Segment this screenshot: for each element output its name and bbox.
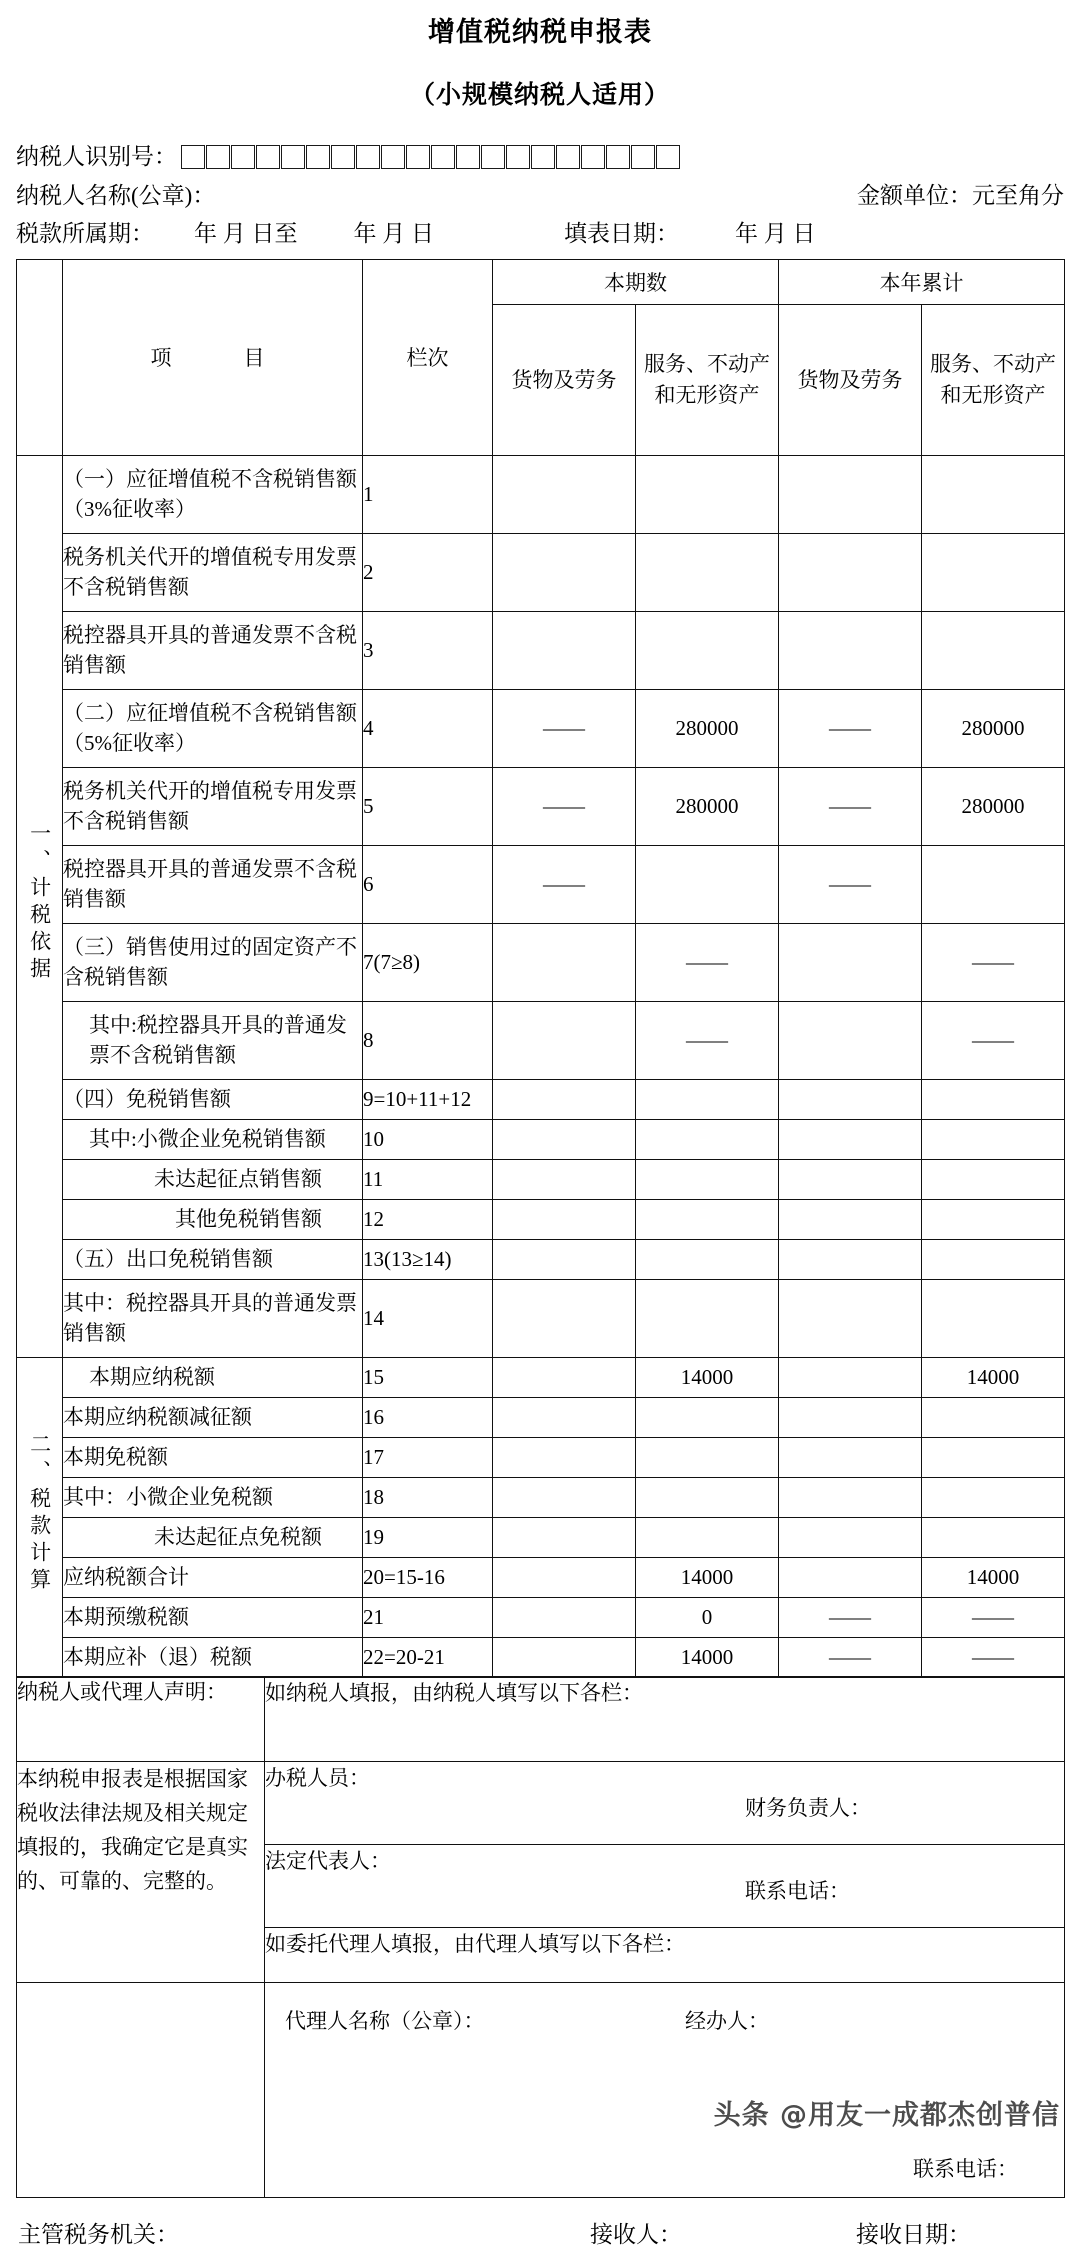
fill-date-value[interactable]: 年 月 日 [735,221,816,247]
row-item-label: 税控器具开具的普通发票不含税销售额 [63,845,363,923]
cell-current-services[interactable] [636,1159,779,1199]
cell-current-goods[interactable] [493,1397,636,1437]
cell-cumulative-goods[interactable] [779,1517,922,1557]
row-item-label: 本期应纳税额 [63,1357,363,1397]
cell-current-services[interactable] [636,1437,779,1477]
row-line-number: 18 [363,1477,493,1517]
cell-current-goods[interactable]: —— [493,767,636,845]
table-row [17,1517,1065,1557]
col-header-cp-services: 服务、不动产和无形资产 [636,304,779,455]
cell-cumulative-goods[interactable] [779,1119,922,1159]
taxpayer-id-box[interactable] [381,145,405,169]
cell-cumulative-services[interactable] [922,533,1065,611]
declaration-head-row [17,1677,1065,1762]
row-item-label: 本期应纳税额减征额 [63,1397,363,1437]
taxpayer-id-label: 纳税人识别号： [16,144,177,170]
cell-current-goods[interactable] [493,1119,636,1159]
cell-cumulative-services[interactable] [922,1159,1065,1199]
cell-cumulative-services[interactable]: —— [922,1001,1065,1079]
declaration-statement-text: 本纳税申报表是根据国家税收法律法规及相关规定填报的，我确定它是真实的、可靠的、完整的。 [17,1762,265,1983]
table-row [17,1597,1065,1637]
cell-current-services[interactable] [636,1119,779,1159]
taxpayer-id-box[interactable] [606,145,630,169]
receive-date-label: 接收日期： [856,2222,971,2248]
handler-label: 经办人： [685,2009,769,2034]
cell-cumulative-goods[interactable]: —— [779,1597,922,1637]
cell-cumulative-services[interactable]: —— [922,1637,1065,1677]
taxpayer-id-box[interactable] [206,145,230,169]
cell-current-goods[interactable] [493,1199,636,1239]
table-row [17,1199,1065,1239]
taxpayer-id-box[interactable] [631,145,655,169]
row-item-label: 税务机关代开的增值税专用发票不含税销售额 [63,533,363,611]
cell-current-services[interactable]: 280000 [636,689,779,767]
taxpayer-id-box[interactable] [656,145,680,169]
row-line-number: 22=20-21 [363,1637,493,1677]
row-item-label: （五）出口免税销售额 [63,1239,363,1279]
row-item-label: （三）销售使用过的固定资产不含税销售额 [63,923,363,1001]
cell-cumulative-services[interactable] [922,1397,1065,1437]
row-line-number: 2 [363,533,493,611]
cell-cumulative-goods[interactable]: —— [779,1637,922,1677]
taxpayer-name-row [16,177,1064,215]
cell-current-goods[interactable] [493,1637,636,1677]
cell-current-goods[interactable] [493,1477,636,1517]
row-item-label: （一）应征增值税不含税销售额（3%征收率） [63,455,363,533]
cell-cumulative-services[interactable]: —— [922,1597,1065,1637]
cell-current-services[interactable] [636,845,779,923]
taxpayer-id-box[interactable] [306,145,330,169]
cell-current-services[interactable] [636,533,779,611]
cell-cumulative-services[interactable]: 14000 [922,1357,1065,1397]
cell-current-goods[interactable] [493,1557,636,1597]
taxpayer-id-box[interactable] [331,145,355,169]
cell-current-goods[interactable] [493,1279,636,1357]
table-row [17,923,1065,1001]
section-label-cell [17,1357,63,1677]
cell-current-goods[interactable] [493,1001,636,1079]
table-row [17,455,1065,533]
taxpayer-id-box[interactable] [531,145,555,169]
legal-rep-label: 法定代表人： [265,1849,391,1874]
col-header-current-period: 本期数 [493,259,779,304]
cell-cumulative-services[interactable] [922,1199,1065,1239]
cell-current-services[interactable]: 14000 [636,1357,779,1397]
row-line-number: 6 [363,845,493,923]
cell-cumulative-goods[interactable] [779,923,922,1001]
cell-cumulative-goods[interactable] [779,1279,922,1357]
cell-current-services[interactable] [636,611,779,689]
clerk-signature-row[interactable] [265,1762,1065,1845]
table-row [17,1357,1065,1397]
period-start-value[interactable]: 年 月 日至 [194,221,298,247]
table-row [17,1557,1065,1597]
cell-cumulative-goods[interactable] [779,1557,922,1597]
cell-cumulative-services[interactable] [922,1079,1065,1119]
cell-current-goods[interactable] [493,455,636,533]
cell-cumulative-goods[interactable] [779,1397,922,1437]
table-row [17,1239,1065,1279]
fill-date-label: 填表日期： [564,221,679,247]
row-line-number: 5 [363,767,493,845]
page-subtitle: （小规模纳税人适用） [409,81,670,109]
table-body [17,455,1065,1677]
cell-cumulative-goods[interactable] [779,1357,922,1397]
row-line-number: 12 [363,1199,493,1239]
taxpayer-id-box[interactable] [281,145,305,169]
cell-current-goods[interactable] [493,611,636,689]
row-line-number: 15 [363,1357,493,1397]
cell-cumulative-services[interactable] [922,1279,1065,1357]
taxpayer-id-box[interactable] [406,145,430,169]
row-line-number: 3 [363,611,493,689]
row-item-label: 其中：小微企业免税额 [63,1477,363,1517]
taxpayer-id-box[interactable] [431,145,455,169]
cell-cumulative-services[interactable]: —— [922,923,1065,1001]
taxpayer-name-label: 纳税人名称(公章)： [16,183,216,209]
section-label-cell [17,455,63,1357]
tax-period-row [16,215,1064,253]
legal-rep-signature-row[interactable] [265,1845,1065,1928]
cell-cumulative-goods[interactable] [779,455,922,533]
cell-cumulative-goods[interactable] [779,1239,922,1279]
cell-current-services[interactable] [636,1279,779,1357]
cell-current-services[interactable]: —— [636,1001,779,1079]
row-line-number: 4 [363,689,493,767]
taxpayer-id-box[interactable] [506,145,530,169]
row-line-number: 13(13≥14) [363,1239,493,1279]
taxpayer-id-box[interactable] [231,145,255,169]
tax-authority-label: 主管税务机关： [18,2222,179,2248]
row-item-label: 其中：税控器具开具的普通发票销售额 [63,1279,363,1357]
col-header-line-no: 栏次 [363,259,493,455]
declaration-left-filler [17,1983,265,2198]
table-row [17,767,1065,845]
clerk-label: 办税人员： [265,1766,370,1791]
agent-detail-cell[interactable] [265,1983,1065,2198]
cell-cumulative-goods[interactable] [779,1199,922,1239]
row-line-number: 17 [363,1437,493,1477]
table-row [17,1001,1065,1079]
row-line-number: 20=15-16 [363,1557,493,1597]
taxpayer-id-box[interactable] [581,145,605,169]
taxpayer-id-box[interactable] [256,145,280,169]
cell-cumulative-services[interactable] [922,1119,1065,1159]
table-row [17,1437,1065,1477]
cell-cumulative-services[interactable]: 280000 [922,689,1065,767]
page-title: 增值税纳税申报表 [428,17,652,47]
amount-unit-label: 金额单位：元至角分 [857,183,1064,209]
row-item-label: 其中:小微企业免税销售额 [63,1119,363,1159]
agent-phone-label: 联系电话： [913,2157,1018,2182]
cell-current-goods[interactable] [493,1357,636,1397]
cell-cumulative-goods[interactable]: —— [779,845,922,923]
taxpayer-id-row [16,137,1064,177]
agent-detail-row [17,1983,1065,2198]
cell-cumulative-goods[interactable] [779,533,922,611]
cell-current-services[interactable] [636,1397,779,1437]
row-item-label: 本期预缴税额 [63,1597,363,1637]
cell-current-services[interactable] [636,1517,779,1557]
row-item-label: 税务机关代开的增值税专用发票不含税销售额 [63,767,363,845]
col-header-cp-goods: 货物及劳务 [493,304,636,455]
cell-cumulative-goods[interactable] [779,611,922,689]
row-item-label: 应纳税额合计 [63,1557,363,1597]
row-line-number: 1 [363,455,493,533]
table-row [17,611,1065,689]
cell-cumulative-services[interactable]: 14000 [922,1557,1065,1597]
table-row [17,1397,1065,1437]
phone-label: 联系电话： [745,1879,850,1904]
form-footer [16,2200,1064,2264]
cell-cumulative-goods[interactable]: —— [779,689,922,767]
row-line-number: 19 [363,1517,493,1557]
cell-current-services[interactable]: 14000 [636,1557,779,1597]
taxpayer-id-box[interactable] [356,145,380,169]
watermark: 头条 @用友一成都杰创普信 [713,2100,1060,2131]
declaration-left-head: 纳税人或代理人声明： [17,1677,265,1762]
agent-fill-note: 如委托代理人填报，由代理人填写以下各栏： [265,1928,1065,1983]
cell-current-goods[interactable] [493,1159,636,1199]
cell-current-goods[interactable] [493,923,636,1001]
table-row [17,1279,1065,1357]
row-item-label: （二）应征增值税不含税销售额（5%征收率） [63,689,363,767]
table-row [17,1159,1065,1199]
col-header-yc-goods: 货物及劳务 [779,304,922,455]
row-line-number: 14 [363,1279,493,1357]
agent-name-label: 代理人名称（公章）： [285,2009,485,2034]
cell-cumulative-services[interactable] [922,1239,1065,1279]
taxpayer-id-box[interactable] [456,145,480,169]
cell-current-services[interactable] [636,1239,779,1279]
cell-current-services[interactable] [636,1477,779,1517]
cell-current-goods[interactable] [493,1079,636,1119]
receiver-label: 接收人： [590,2222,682,2248]
table-row [17,533,1065,611]
row-item-label: （四）免税销售额 [63,1079,363,1119]
row-line-number: 16 [363,1397,493,1437]
col-header-item: 项 目 [63,259,363,455]
table-row [17,1477,1065,1517]
table-row [17,689,1065,767]
table-row [17,1637,1065,1677]
cell-current-goods[interactable]: —— [493,689,636,767]
row-line-number: 11 [363,1159,493,1199]
cell-cumulative-goods[interactable]: —— [779,767,922,845]
cell-current-services[interactable]: 0 [636,1597,779,1637]
table-row [17,1079,1065,1119]
cell-cumulative-goods[interactable] [779,1079,922,1119]
table-row [17,845,1065,923]
declaration-body-row [17,1762,1065,1845]
row-item-label: 其中:税控器具开具的普通发票不含税销售额 [63,1001,363,1079]
section-corner-cell [17,259,63,455]
cell-current-services[interactable] [636,1199,779,1239]
cell-cumulative-goods[interactable] [779,1437,922,1477]
cell-current-goods[interactable] [493,1239,636,1279]
header-info-block [16,137,1064,253]
table-header-row-1 [17,259,1065,304]
row-item-label: 其他免税销售额 [63,1199,363,1239]
cell-current-services[interactable] [636,455,779,533]
cell-cumulative-goods[interactable] [779,1159,922,1199]
taxpayer-id-box[interactable] [181,145,205,169]
finance-label: 财务负责人： [745,1796,871,1821]
cell-cumulative-services[interactable]: 280000 [922,767,1065,845]
taxpayer-id-box[interactable] [556,145,580,169]
tax-period-label: 税款所属期： [16,221,154,247]
row-line-number: 8 [363,1001,493,1079]
cell-cumulative-services[interactable] [922,845,1065,923]
section-label: 二、税款计算 [27,1433,52,1596]
table-header [17,259,1065,455]
row-line-number: 10 [363,1119,493,1159]
taxpayer-fill-note: 如纳税人填报，由纳税人填写以下各栏： [265,1677,1065,1762]
taxpayer-id-box[interactable] [481,145,505,169]
cell-cumulative-services[interactable] [922,1517,1065,1557]
cell-current-goods[interactable] [493,533,636,611]
cell-cumulative-goods[interactable] [779,1477,922,1517]
taxpayer-id-input[interactable] [181,145,680,169]
row-item-label: 本期免税额 [63,1437,363,1477]
cell-current-services[interactable]: —— [636,923,779,1001]
cell-current-services[interactable] [636,1079,779,1119]
row-line-number: 9=10+11+12 [363,1079,493,1119]
cell-cumulative-services[interactable] [922,611,1065,689]
row-line-number: 21 [363,1597,493,1637]
cell-current-services[interactable]: 280000 [636,767,779,845]
cell-cumulative-goods[interactable] [779,1001,922,1079]
table-row [17,1119,1065,1159]
cell-current-goods[interactable] [493,1437,636,1477]
period-end-value[interactable]: 年 月 日 [353,221,434,247]
row-item-label: 未达起征点免税额 [63,1517,363,1557]
col-header-year-cumulative: 本年累计 [779,259,1065,304]
vat-declaration-table [16,259,1065,1678]
cell-current-goods[interactable]: —— [493,845,636,923]
cell-cumulative-services[interactable] [922,1437,1065,1477]
col-header-yc-services: 服务、不动产和无形资产 [922,304,1065,455]
cell-cumulative-services[interactable] [922,455,1065,533]
agent-block[interactable] [265,1983,1064,2197]
row-item-label: 本期应补（退）税额 [63,1637,363,1677]
row-line-number: 7(7≥8) [363,923,493,1001]
row-item-label: 税控器具开具的普通发票不含税销售额 [63,611,363,689]
row-item-label: 未达起征点销售额 [63,1159,363,1199]
cell-current-goods[interactable] [493,1517,636,1557]
cell-cumulative-services[interactable] [922,1477,1065,1517]
cell-current-goods[interactable] [493,1597,636,1637]
cell-current-services[interactable]: 14000 [636,1637,779,1677]
section-label: 一、计税依据 [27,822,52,985]
